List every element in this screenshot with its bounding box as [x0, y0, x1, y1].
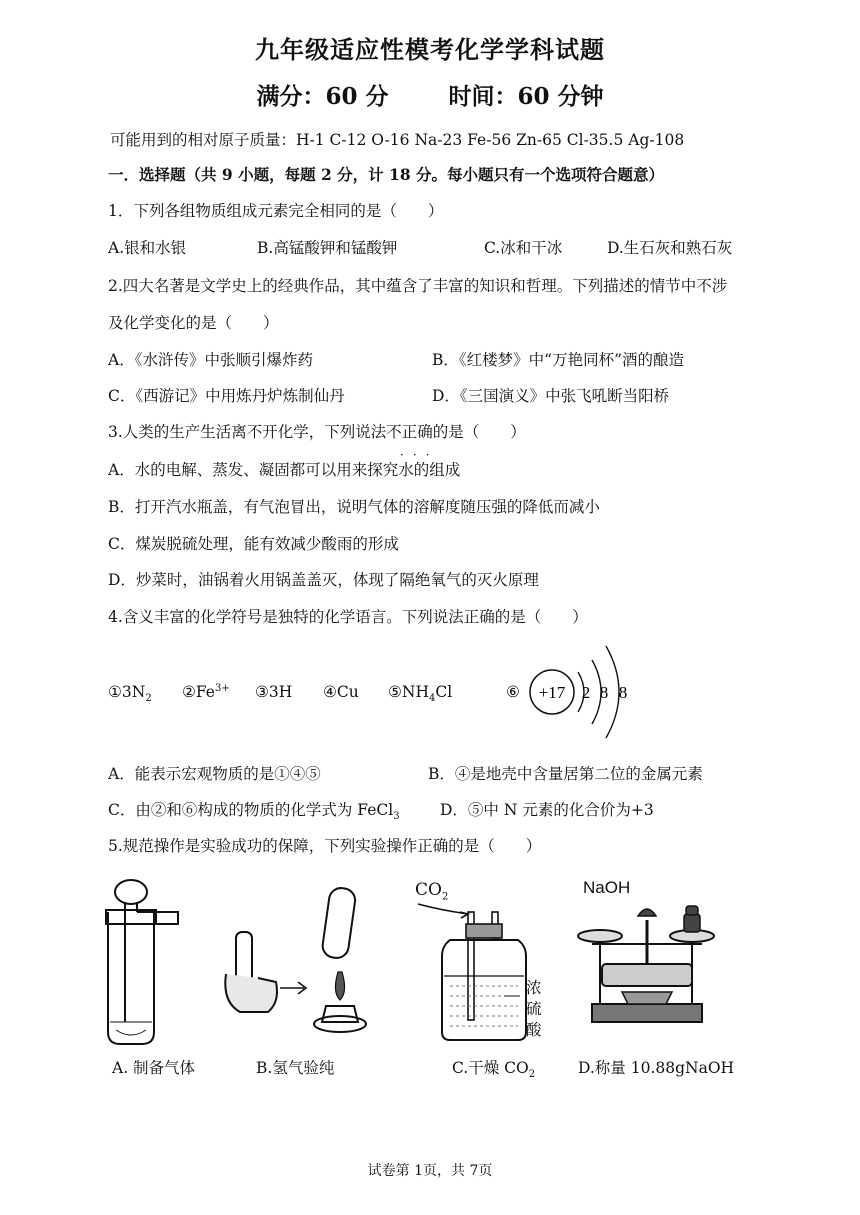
q4-option-a: A．能表示宏观物质的是①④⑤ [108, 765, 321, 783]
q2-stem-line1: 2.四大名著是文学史上的经典作品，其中蕴含了丰富的知识和哲理。下列描述的情节中不涉 [108, 277, 728, 295]
q3-option-d: D．炒菜时，油锅着火用锅盖盖灭，体现了隔绝氧气的灭火原理 [108, 571, 539, 589]
q1-option-c: C.冰和干冰 [484, 239, 563, 257]
apparatus-d-balance [572, 900, 722, 1030]
caption-a: A. 制备气体 [112, 1059, 196, 1077]
naoh-label: NaOH [583, 878, 631, 897]
caption-d: D.称量 10.88gNaOH [578, 1059, 735, 1077]
q4-option-d: D．⑤中 N 元素的化合价为+3 [440, 801, 654, 819]
atomic-masses: 可能用到的相对原子质量：H-1 C-12 O-16 Na-23 Fe-56 Zn-65 Cl-35.5 Ag-108 [110, 131, 685, 149]
full-score: 满分：60 分 [256, 83, 389, 110]
q2-option-c: C．《西游记》中用炼丹炉炼制仙丹 [108, 387, 345, 405]
q4-option-c: C．由②和⑥构成的物质的化学式为 FeCl$_3$ [108, 801, 400, 823]
q3-option-c: C．煤炭脱硫处理，能有效减少酸雨的形成 [108, 535, 399, 553]
q1-stem: 1．下列各组物质组成元素完全相同的是（ ） [108, 202, 444, 220]
shell-electrons-2: 8 [599, 683, 609, 702]
apparatus-c-gas-washing [410, 900, 540, 1050]
acid-label: 浓 硫 酸 [526, 979, 542, 1039]
atom-structure-diagram [520, 632, 640, 752]
shell-electrons-1: 2 [581, 683, 591, 702]
q2-option-d: D．《三国演义》中张飞吼断当阳桥 [432, 387, 670, 405]
q2-option-a: A．《水浒传》中张顺引爆炸药 [108, 351, 313, 369]
q3-stem: 3.人类的生产生活离不开化学，下列说法不正确的是（ ） [108, 423, 526, 441]
symbol-3n2: $①3N_2$ [108, 683, 152, 705]
caption-b: B.氢气验纯 [256, 1059, 335, 1077]
nucleus-charge: +17 [538, 683, 566, 702]
q1-option-b: B.高锰酸钾和锰酸钾 [257, 239, 398, 257]
q4-stem: 4.含义丰富的化学符号是独特的化学语言。下列说法正确的是（ ） [108, 608, 588, 626]
symbol-3h: ③3H [255, 683, 293, 701]
symbol-6-label: ⑥ [506, 683, 520, 701]
symbol-cu: ④Cu [323, 683, 359, 701]
section-heading: 一．选择题（共 9 小题，每题 2 分，计 18 分。每小题只有一个选项符合题意） [108, 165, 665, 184]
exam-time: 时间：60 分钟 [448, 83, 604, 110]
caption-c: C.干燥 $CO_2$ [452, 1059, 536, 1081]
apparatus-a-gas-prep [98, 872, 188, 1052]
page-footer: 试卷第 1页，共 7页 [367, 1163, 493, 1179]
symbol-fe3plus: $②Fe^{3+}$ [182, 683, 230, 702]
q1-option-a: A.银和水银 [108, 239, 187, 257]
page-title: 九年级适应性模考化学学科试题 [255, 35, 605, 64]
emphasis-dots: ··· [400, 448, 439, 462]
co2-label: $CO_2$ [415, 880, 449, 903]
q5-stem: 5.规范操作是实验成功的保障，下列实验操作正确的是（ ） [108, 837, 542, 855]
apparatus-b-hydrogen-test [218, 882, 388, 1042]
exam-info [0, 78, 860, 111]
shell-electrons-3: 8 [618, 683, 628, 702]
q3-option-b: B．打开汽水瓶盖，有气泡冒出，说明气体的溶解度随压强的降低而减小 [108, 498, 600, 516]
q3-option-a: A．水的电解、蒸发、凝固都可以用来探究水的组成 [108, 461, 461, 479]
q1-option-d: D.生石灰和熟石灰 [607, 239, 733, 257]
q2-stem-line2: 及化学变化的是（ ） [108, 314, 279, 332]
q4-option-b: B．④是地壳中含量居第二位的金属元素 [428, 765, 703, 783]
q2-option-b: B．《红楼梦》中“万艳同杯”酒的酿造 [432, 351, 684, 369]
symbol-nh4cl: $⑤NH_4Cl$ [388, 683, 453, 705]
